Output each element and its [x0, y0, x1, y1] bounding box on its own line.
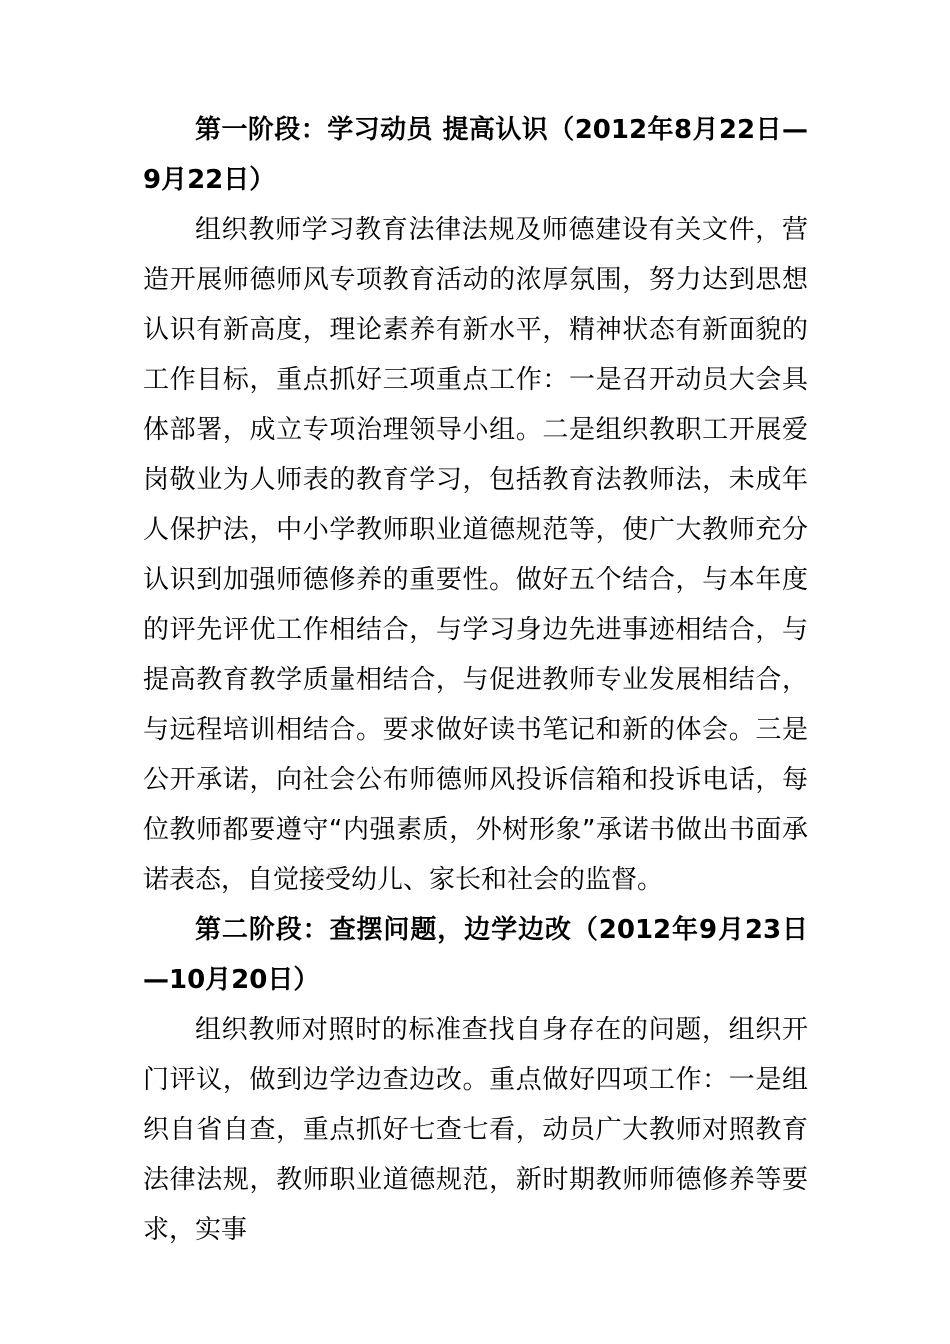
document-page — [143, 105, 808, 1255]
body-paragraph-stage-two: 组织教师对照时的标准查找自身存在的问题，组织开门评议，做到边学边查边改。重点做好四项工作：一是组织自省自查，重点抓好七查七看，动员广大教师对照教育法律法规，教师职业道德规范，新时期教师师德修养等要求，实事 — [143, 1015, 808, 1245]
section-heading-stage-one: 第一阶段：学习动员 提高认识（2012年8月22日—9月22日） — [143, 115, 808, 195]
section-heading-stage-two: 第二阶段：查摆问题，边学边改（2012年9月23日—10月20日） — [143, 915, 808, 995]
body-paragraph-stage-one: 组织教师学习教育法律法规及师德建设有关文件，营造开展师德师风专项教育活动的浓厚氛围，努力达到思想认识有新高度，理论素养有新水平，精神状态有新面貌的工作目标，重点抓好三项重点工作：一是召开动员大会具体部署，成立专项治理领导小组。二是组织教职工开展爱岗敬业为人师表的教育学习，包括教育法教师法，未成年人保护法，中小学教师职业道德规范等，使广大教师充分认识到加强师德修养的重要性。做好五个结合，与本年度的评先评优工作相结合，与学习身边先进事迹相结合，与提高教育教学质量相结合，与促进教师专业发展相结合，与远程培训相结合。要求做好读书笔记和新的体会。三是公开承诺，向社会公布师德师风投诉信箱和投诉电话，每位教师都要遵守“内强素质，外树形象”承诺书做出书面承诺表态，自觉接受幼儿、家长和社会的监督。 — [143, 215, 808, 895]
